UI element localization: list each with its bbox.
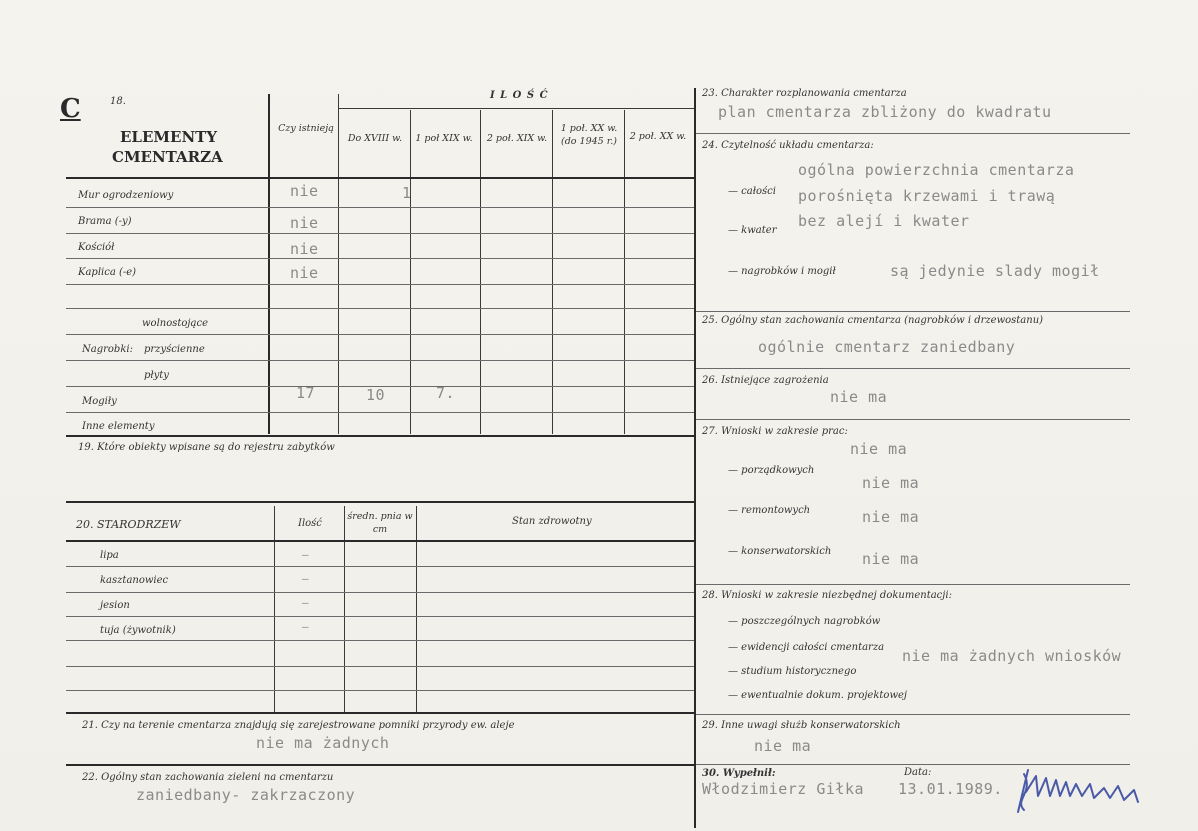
nagrobki-sub-2: przyścienne [144, 344, 205, 355]
starodrzew-row-4: tuja (żywotnik) [100, 625, 176, 636]
label-nagrobkow: — nagrobków i mogił [728, 266, 836, 277]
label-calosci: — całości [728, 186, 776, 197]
label-remontowych: — remontowych [728, 505, 811, 516]
answer-remontowych: nie ma [862, 508, 920, 526]
row-label-brama: Brama (-y) [78, 216, 132, 227]
row-exists-kosciol: nie [290, 240, 319, 258]
question-29: 29. Inne uwagi służb konserwatorskich [702, 720, 901, 731]
question-21: 21. Czy na terenie cmentarza znajdują się zarejestrowane pomniki przyrody ew. aleje [82, 720, 515, 731]
header-col-4: 1 poł. XX w. (do 1945 r.) [560, 123, 618, 147]
answer-29: nie ma [754, 737, 812, 755]
starodrzew-title: 20. STARODRZEW [76, 518, 181, 531]
answer-23: plan cmentarza zbliżony do kwadratu [718, 103, 1052, 121]
header-col-5: 2 poł. XX w. [629, 131, 687, 142]
elements-title-1: ELEMENTY [120, 128, 218, 146]
answer-24-line-1: ogólna powierzchnia cmentarza [798, 161, 1075, 179]
nagrobki-label: Nagrobki: [82, 344, 133, 355]
answer-27: nie ma [850, 440, 908, 458]
row-label-mur: Mur ogrodzeniowy [78, 190, 174, 201]
header-col-2: 1 poł XIX w. [415, 133, 473, 144]
starodrzew-dash-2: – [302, 572, 310, 585]
header-col-3: 2 poł. XIX w. [486, 133, 548, 144]
row-label-kosciol: Kościół [78, 242, 115, 253]
answer-30: Włodzimierz Giłka [702, 780, 865, 798]
dok-2: — ewidencji całości cmentarza [728, 642, 885, 653]
answer-24-mogil: są jedynie slady mogił [890, 262, 1100, 280]
field-number-18: 18. [110, 96, 126, 107]
answer-konserwatorskich: nie ma [862, 550, 920, 568]
answer-28: nie ma żadnych wniosków [902, 647, 1122, 665]
starodrzew-dash-3: – [302, 596, 310, 609]
starodrzew-row-1: lipa [100, 550, 119, 561]
data-label: Data: [904, 767, 932, 778]
signature [1006, 762, 1146, 820]
answer-porzadkowych: nie ma [862, 474, 920, 492]
question-26: 26. Istniejące zagrożenia [702, 375, 829, 386]
mogily-label: Mogiły [82, 396, 117, 407]
question-28: 28. Wnioski w zakresie niezbędnej dokumentacji: [702, 590, 952, 601]
answer-26: nie ma [830, 388, 888, 406]
inne-label: Inne elementy [82, 421, 155, 432]
answer-24-line-2: porośnięta krzewami i trawą [798, 187, 1056, 205]
dok-3: — studium historycznego [728, 666, 857, 677]
section-letter: C [60, 94, 81, 124]
dok-4: — ewentualnie dokum. projektowej [728, 690, 908, 701]
mogily-value-2: 10 [366, 386, 386, 404]
starodrzew-stan-header: Stan zdrowotny [512, 516, 592, 527]
row-exists-mur: nie [290, 182, 319, 200]
nagrobki-sub-1: wolnostojące [142, 318, 208, 329]
starodrzew-row-3: jesion [100, 600, 130, 611]
mogily-value-1: 17 [296, 384, 316, 402]
question-24: 24. Czytelność układu cmentarza: [702, 140, 874, 151]
header-col-1: Do XVIII w. [347, 133, 403, 144]
starodrzew-sredn-header: średn. pnia w cm [347, 511, 413, 535]
question-19: 19. Które obiekty wpisane są do rejestru zabytków [78, 442, 335, 453]
starodrzew-dash-4: – [302, 620, 310, 633]
header-czy-istnieja: Czy istnieją [278, 123, 334, 134]
header-ilosc: I L O Ś Ć [490, 90, 549, 101]
row-exists-kaplica: nie [290, 264, 319, 282]
question-30: 30. Wypełnił: [702, 768, 776, 779]
starodrzew-row-2: kasztanowiec [100, 575, 169, 586]
answer-22: zaniedbany- zakrzaczony [136, 786, 356, 804]
question-22: 22. Ogólny stan zachowania zieleni na cmentarzu [82, 772, 334, 783]
label-konserwatorskich: — konserwatorskich [728, 546, 832, 557]
starodrzew-ilosc-header: Ilość [298, 518, 322, 529]
dok-1: — poszczególnych nagrobków [728, 616, 881, 627]
label-kwater: — kwater [728, 225, 777, 236]
row-value-mur: 1 [402, 184, 412, 202]
question-25: 25. Ogólny stan zachowania cmentarza (nagrobków i drzewostanu) [702, 315, 1044, 326]
row-label-kaplica: Kaplica (-e) [78, 267, 137, 278]
label-porzadkowych: — porządkowych [728, 465, 815, 476]
elements-title-2: CMENTARZA [112, 148, 223, 166]
answer-24-line-3: bez alejí i kwater [798, 212, 970, 230]
starodrzew-dash-1: – [302, 548, 310, 561]
data-value: 13.01.1989. [898, 780, 1003, 798]
answer-21: nie ma żadnych [256, 734, 390, 752]
mogily-value-3: 7. [436, 384, 456, 402]
question-23: 23. Charakter rozplanowania cmentarza [702, 88, 907, 99]
question-27: 27. Wnioski w zakresie prac: [702, 426, 848, 437]
nagrobki-sub-3: płyty [144, 370, 169, 381]
answer-25: ogólnie cmentarz zaniedbany [758, 338, 1016, 356]
row-exists-brama: nie [290, 214, 319, 232]
